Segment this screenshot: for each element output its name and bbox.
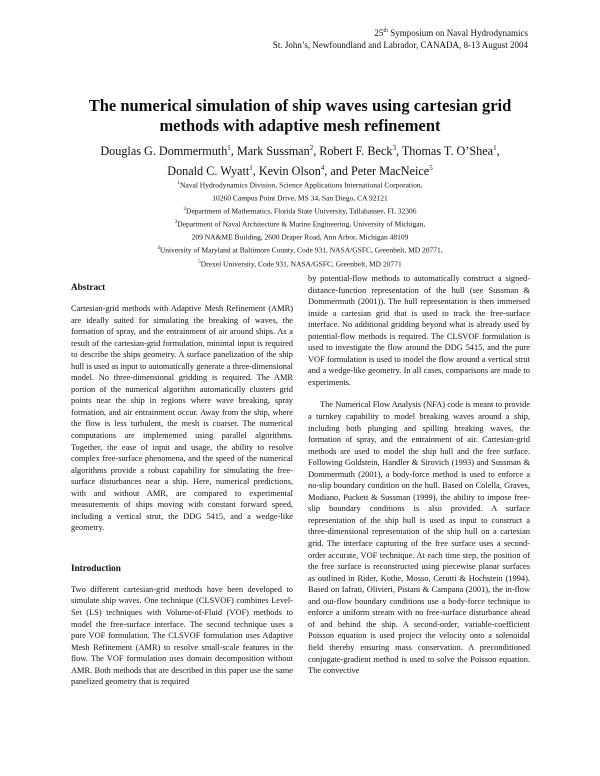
author: Kevin Olson$^4$, and bbox=[258, 163, 352, 178]
conference-location: St. John’s, Newfoundland and Labrador, CANADA, 8-13 August 2004 bbox=[272, 39, 528, 50]
author: Douglas G. Dommermuth$^1$, bbox=[100, 144, 237, 159]
affiliation: 209 NA&ME Building, 2600 Draper Road, Ann Arbor, Michigan 48109 bbox=[191, 232, 409, 242]
author: Peter MacNeice$^5$ bbox=[351, 163, 433, 178]
affiliation: $^5$Drexel University, Code 931, NASA/GSFC, Greenbelt, MD 20771 bbox=[198, 259, 402, 269]
author-list bbox=[60, 140, 540, 179]
body-paragraph: The Numerical Flow Analysis (NFA) code is meant to provide a turnkey capability to model breaking waves around a ship, including both plunging and spilling breaking waves, the formation of spray, and the entrainment of air. Cartesian-grid methods are used to model the ship hull and the free surface. Following Goldstein, Handler & Sirovich (1993) and Sussman & Dommermuth (2001), a body-force method is used to enforce a no-slip boundary condition on the hull. Based on Colella, Graves, Modiano, Puckett & Sussman (1999), the ability to impose free-slip boundary conditions is also provided. A surface representation of the ship hull is used as input to construct a three-dimensional representation of the ship hull on a cartesian grid. The interface capturing of the free surface uses a second-order accurate, VOF technique. At each time step, the position of the free surface is reconstructed using piecewise planar surfaces as outlined in Rider, Kothe, Mosso, Cerutti & Hochstein (1994). Based on Iafrati, Olivieri, Pistani & Campana (2001), the in-flow and out-flow boundary conditions use a body-force technique to enforce a uniform stream with no free-surface disturbance ahead of and behind the ship. A second-order, variable-coefficient Poisson equation is used project the velocity onto a solenoidal field thereby ensuring mass conservation. A preconditioned conjugate-gradient method is used to solve the Poisson equation. The convective bbox=[308, 400, 530, 676]
author: Donald C. Wyatt$^1$, bbox=[167, 163, 259, 178]
affiliation: $^2$Department of Mathematics, Florida State University, Tallahassee, FL 32306 bbox=[183, 206, 417, 216]
introduction-heading: Introduction bbox=[71, 562, 121, 573]
left-column bbox=[71, 282, 293, 688]
affiliation: $^4$University of Maryland at Baltimore County, Code 931, NASA/GSFC, Greenbelt, MD 20771, bbox=[157, 245, 443, 255]
conference-header bbox=[273, 26, 528, 51]
paper-title: The numerical simulation of ship waves using cartesian grid methods with adaptive mesh refinement bbox=[88, 96, 512, 135]
affiliation: $^3$Department of Naval Architecture & Marine Engineering, University of Michigan, bbox=[174, 219, 426, 229]
introduction-text: Two different cartesian-grid methods have been developed to simulate ship waves. One technique (CLSVOF) combines Level-Set (LS) techniques with Volume-of-Fluid (VOF) methods to model the free-surface interface. The second technique uses a pure VOF formulation. The CLSVOF formulation uses Adaptive Mesh Refinement (AMR) to resolve small-scale features in the flow. The VOF formulation uses domain decomposition without AMR. Both methods that are described in this paper use the same panelized geometry that is required bbox=[71, 584, 293, 687]
right-column bbox=[308, 273, 530, 677]
author: Robert F. Beck$^3$, bbox=[319, 144, 402, 159]
affiliation: $^1$Naval Hydrodynamics Division, Science Applications International Corporation, bbox=[177, 180, 423, 190]
affiliation-list bbox=[60, 178, 540, 270]
abstract-heading: Abstract bbox=[71, 282, 106, 292]
author: Thomas T. O’Shea$^1$, bbox=[401, 144, 500, 159]
author: Mark Sussman$^2$, bbox=[236, 144, 320, 159]
body-paragraph: by potential-flow methods to automatically construct a signed-distance-function representation of the hull (see Sussman & Dommermuth (2001)). The hull representation is then immersed inside a cartesian grid that is used to track the free-surface interface. No additional gridding beyond what is already used by potential-flow methods is required. The CLSVOF formulation is used to investigate the flow around the DDG 5415, and the pure VOF formulation is used to model the flow around a vertical strut and a wedge-like geometry. In all cases, comparisons are made to experiments. bbox=[308, 274, 530, 387]
affiliation: 10260 Campus Point Drive, MS 34, San Diego, CA 92121 bbox=[212, 193, 388, 203]
abstract-text: Cartesian-grid methods with Adaptive Mesh Refinement (AMR) are ideally suited for simulating the breaking of waves, the formation of spray, and the entrainment of air around ships. As a result of the cartesian-grid formulation, minimal input is required to describe the ships geometry. A surface panelization of the ship hull is used as input to automatically generate a three-dimensional model. No three-dimensional gridding is required. The AMR portion of the numerical algorithm automatically clusters grid points near the ship in regions where wave breaking, spray formation, and air entrainment occur. Away from the ship, where the flow is less turbulent, the mesh is coarser. The numerical computations are implemented using parallel algorithms. Together, the ease of input and usage, the ability to resolve complex free-surface phenomena, and the speed of the numerical algorithms provide a robust capability for simulating the free-surface disturbances near a ship. Here, numerical predictions, with and without AMR, are compared to experimental measurements of ships moving with constant forward speed, including a vertical strut, the DDG 5415, and a wedge-like geometry. bbox=[71, 304, 293, 533]
conference-name: 25th Symposium on Naval Hydrodynamics bbox=[374, 28, 528, 38]
